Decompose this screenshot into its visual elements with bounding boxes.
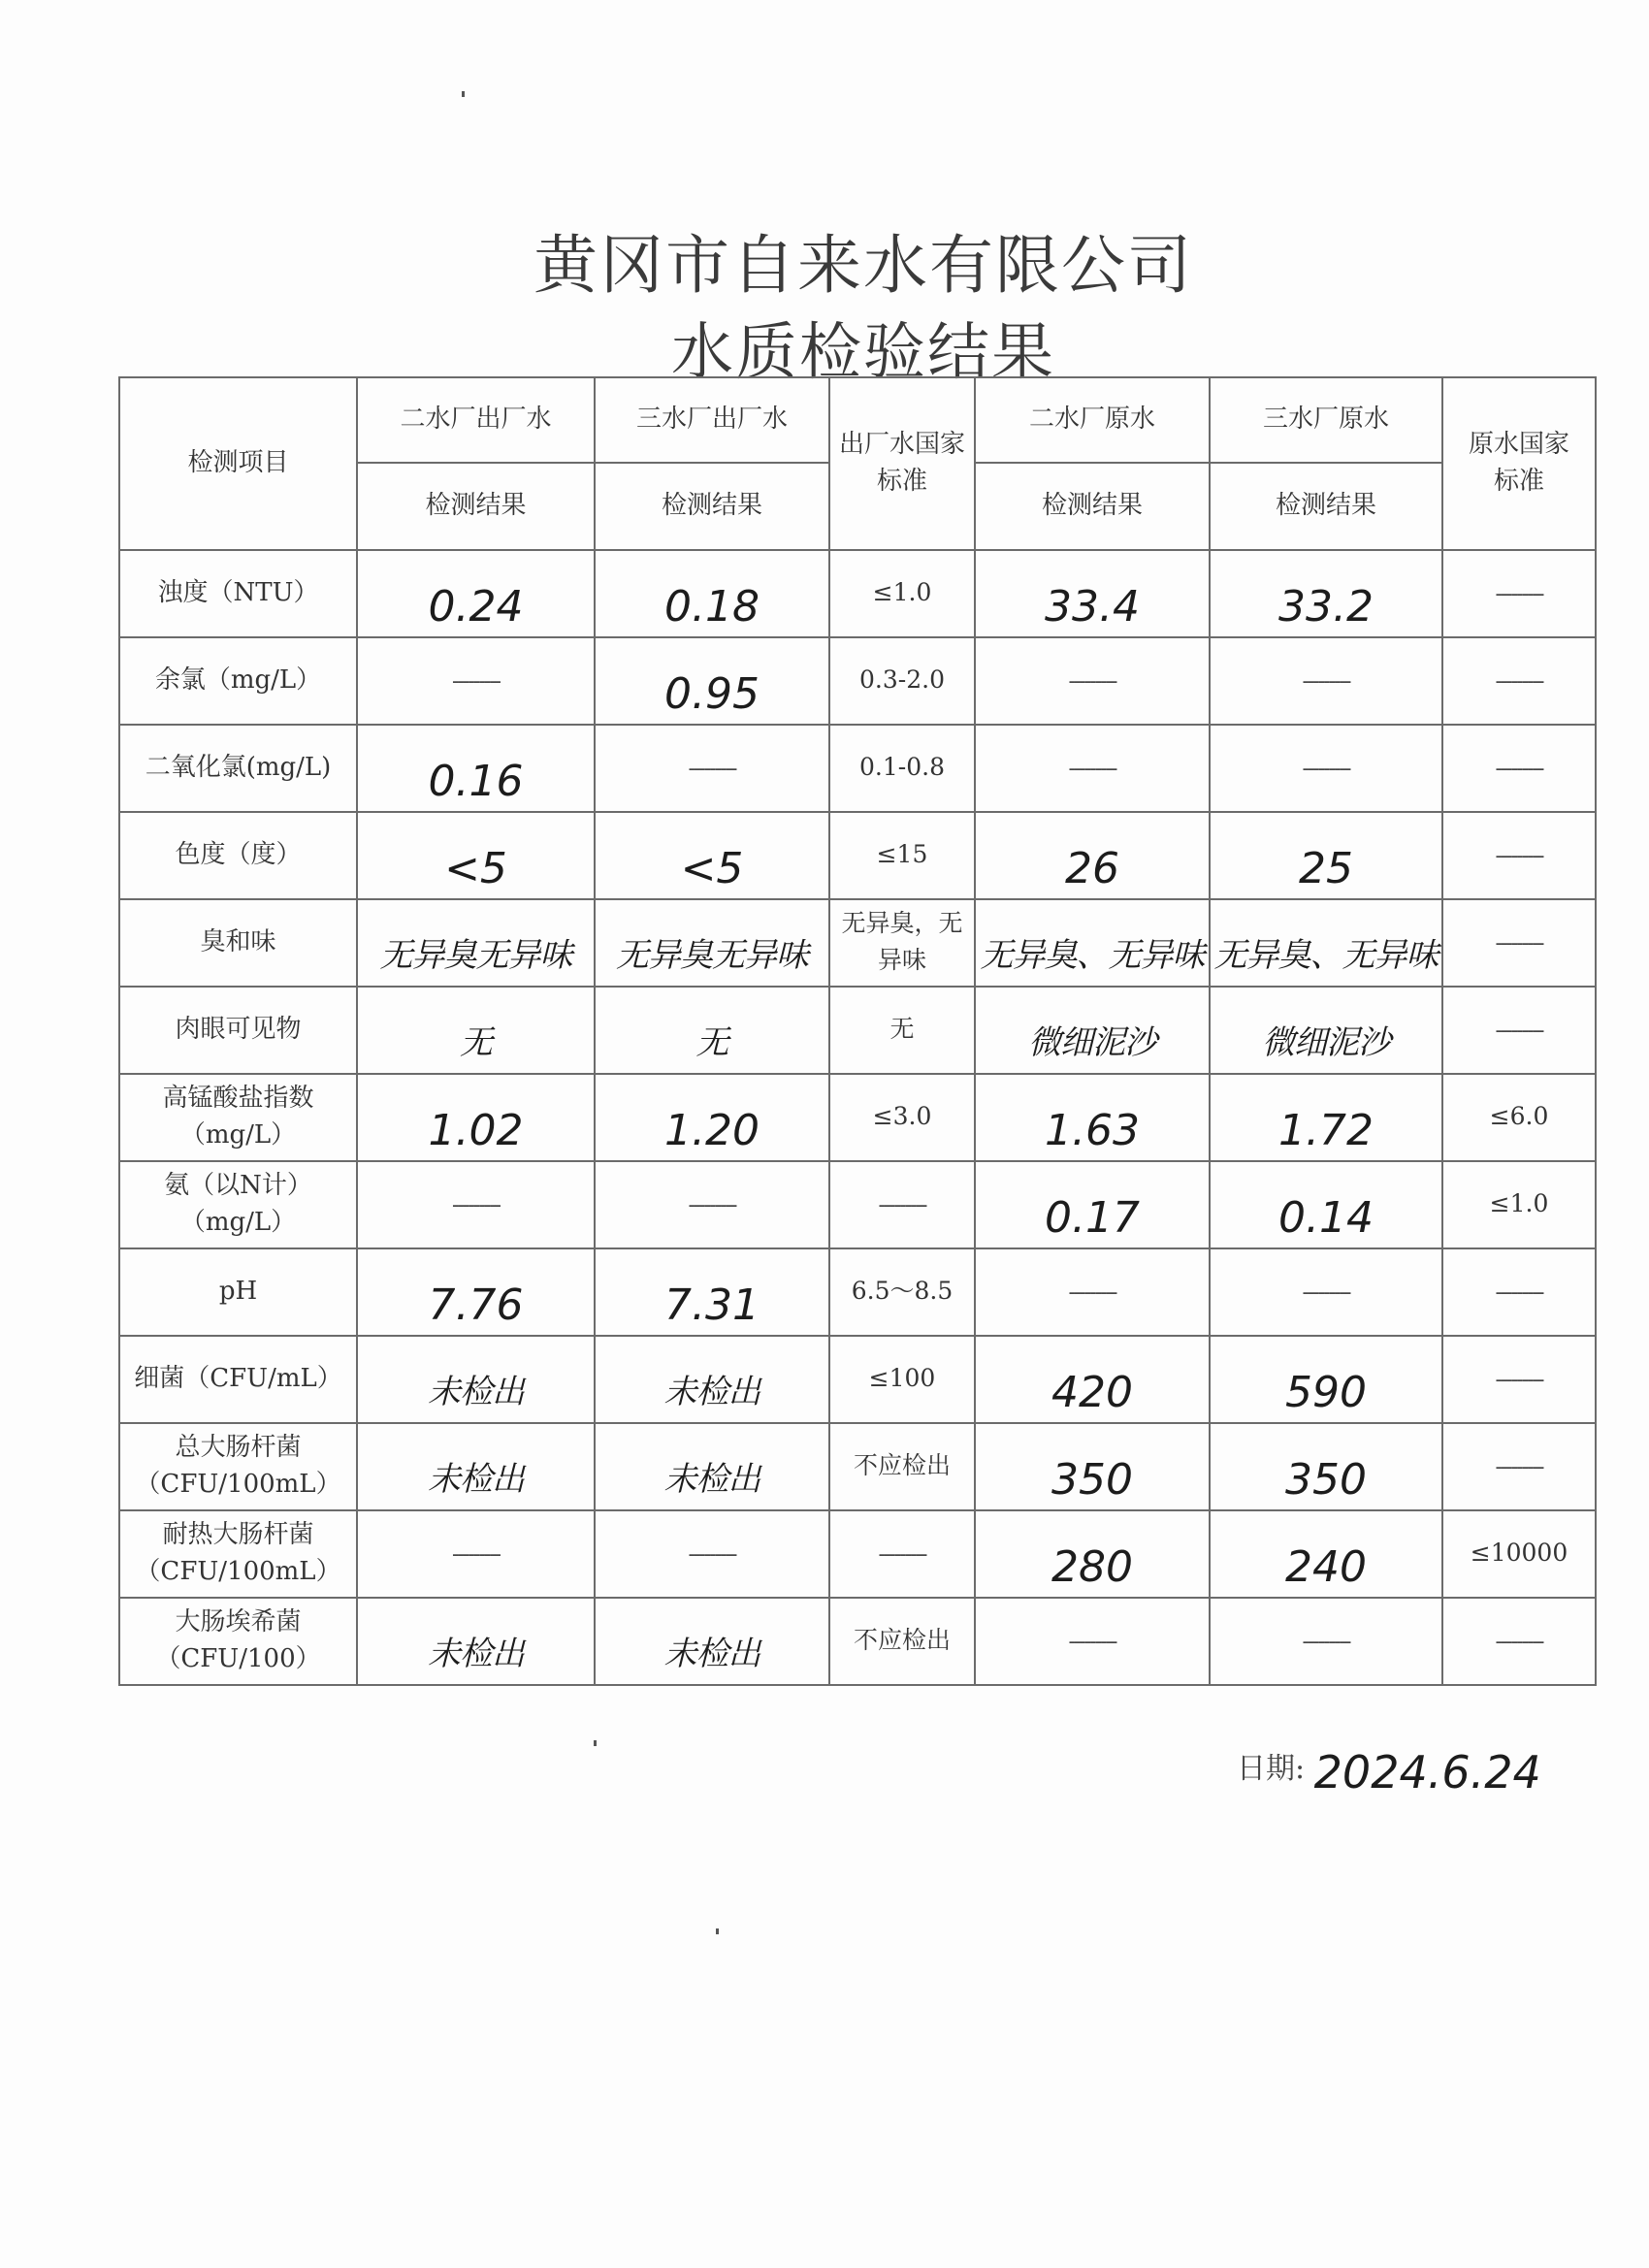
standard-value: 不应检出 <box>853 1451 951 1480</box>
table-row <box>119 1074 1596 1161</box>
header-row-1 <box>119 377 1596 463</box>
handwritten-value: 未检出 <box>663 1460 760 1500</box>
item-cell: 氨（以N计）（mg/L） <box>119 1161 357 1248</box>
plant3-raw-cell <box>1210 812 1442 899</box>
col-out-std-header: 出厂水国家标准 <box>829 377 975 550</box>
plant2-out-cell <box>357 1074 595 1161</box>
standard-value: ≤1.0 <box>1489 1189 1549 1218</box>
handwritten-value: 无异臭无异味 <box>379 936 572 976</box>
plant2-out-cell <box>357 899 595 987</box>
standard-value: ≤10000 <box>1470 1539 1568 1568</box>
scan-speck <box>594 1740 597 1746</box>
empty-value: --------- <box>1068 757 1116 782</box>
handwritten-value: 1.20 <box>664 1106 760 1156</box>
plant2-out-cell <box>357 987 595 1074</box>
item-cell: 总大肠杆菌（CFU/100mL） <box>119 1423 357 1510</box>
plant3-raw-cell <box>1210 1510 1442 1598</box>
table-row <box>119 1336 1596 1423</box>
date-line <box>1237 1736 1541 1798</box>
table-row <box>119 1598 1596 1685</box>
empty-value: --------- <box>1302 1280 1350 1306</box>
raw-std-cell <box>1442 1336 1596 1423</box>
handwritten-value: 未检出 <box>663 1635 760 1674</box>
plant2-out-cell <box>357 725 595 812</box>
out-std-cell <box>829 1161 975 1248</box>
raw-std-cell <box>1442 637 1596 725</box>
handwritten-value: 0.14 <box>1278 1193 1374 1244</box>
raw-std-cell <box>1442 1510 1596 1598</box>
empty-value: --------- <box>1068 1280 1116 1306</box>
empty-value: --------- <box>452 1542 500 1568</box>
item-cell: 大肠埃希菌（CFU/100） <box>119 1598 357 1685</box>
table-body <box>119 550 1596 1685</box>
col-plant2-raw-header: 二水厂原水 <box>975 377 1210 463</box>
plant2-out-cell <box>357 1336 595 1423</box>
out-std-cell <box>829 1510 975 1598</box>
empty-value: --------- <box>1302 1630 1350 1655</box>
plant2-raw-cell <box>975 1161 1210 1248</box>
empty-value: --------- <box>1495 931 1543 956</box>
table-row <box>119 1510 1596 1598</box>
handwritten-value: 无异臭、无异味 <box>980 936 1205 976</box>
handwritten-value: 1.72 <box>1278 1106 1374 1156</box>
item-cell: 二氧化氯(mg/L) <box>119 725 357 812</box>
plant2-raw-cell <box>975 1423 1210 1510</box>
handwritten-value: 0.24 <box>428 582 524 632</box>
handwritten-value: 590 <box>1285 1368 1367 1418</box>
out-std-cell <box>829 1598 975 1685</box>
handwritten-value: 未检出 <box>428 1460 524 1500</box>
standard-value: ≤1.0 <box>872 578 932 607</box>
standard-value: 无异臭，无异味 <box>841 909 963 974</box>
handwritten-value: 无 <box>460 1023 492 1063</box>
empty-value: --------- <box>1495 582 1543 607</box>
item-cell: 细菌（CFU/mL） <box>119 1336 357 1423</box>
empty-value: --------- <box>878 1542 926 1568</box>
plant2-out-cell <box>357 1248 595 1336</box>
raw-std-cell <box>1442 1074 1596 1161</box>
item-cell: 色度（度） <box>119 812 357 899</box>
out-std-cell <box>829 987 975 1074</box>
plant2-raw-cell <box>975 987 1210 1074</box>
table-row <box>119 550 1596 637</box>
empty-value: --------- <box>1495 1455 1543 1480</box>
item-cell: pH <box>119 1248 357 1336</box>
raw-std-cell <box>1442 899 1596 987</box>
plant2-out-cell <box>357 550 595 637</box>
handwritten-value: 无 <box>695 1023 728 1063</box>
plant2-out-cell <box>357 1510 595 1598</box>
table-row <box>119 1161 1596 1248</box>
plant2-out-cell <box>357 1598 595 1685</box>
handwritten-value: 0.17 <box>1045 1193 1140 1244</box>
out-std-cell <box>829 1423 975 1510</box>
plant2-out-cell <box>357 637 595 725</box>
date-label: 日期: <box>1237 1752 1306 1786</box>
empty-value: --------- <box>688 1193 736 1218</box>
col-plant3-raw-header: 三水厂原水 <box>1210 377 1442 463</box>
plant2-raw-cell <box>975 1074 1210 1161</box>
standard-value: ≤15 <box>876 840 928 869</box>
plant3-raw-cell <box>1210 1336 1442 1423</box>
plant3-raw-cell <box>1210 987 1442 1074</box>
plant3-out-cell <box>595 1423 829 1510</box>
plant3-out-cell <box>595 1336 829 1423</box>
empty-value: --------- <box>1068 1630 1116 1655</box>
plant2-raw-cell <box>975 1598 1210 1685</box>
table-row <box>119 637 1596 725</box>
empty-value: --------- <box>452 1193 500 1218</box>
raw-std-cell <box>1442 987 1596 1074</box>
out-std-cell <box>829 1336 975 1423</box>
handwritten-value: 25 <box>1299 844 1353 894</box>
table-row <box>119 725 1596 812</box>
handwritten-value: 1.63 <box>1045 1106 1140 1156</box>
table-row <box>119 812 1596 899</box>
plant3-raw-cell <box>1210 1248 1442 1336</box>
plant3-out-cell <box>595 987 829 1074</box>
empty-value: --------- <box>1495 1019 1543 1044</box>
raw-std-cell <box>1442 550 1596 637</box>
standard-value: 0.3-2.0 <box>859 665 945 695</box>
handwritten-value: 420 <box>1051 1368 1133 1418</box>
standard-value: 0.1-0.8 <box>859 753 945 782</box>
item-cell: 肉眼可见物 <box>119 987 357 1074</box>
standard-value: ≤3.0 <box>872 1102 932 1131</box>
handwritten-value: 240 <box>1285 1542 1367 1593</box>
raw-std-cell <box>1442 1248 1596 1336</box>
table-row <box>119 1423 1596 1510</box>
empty-value: --------- <box>1068 669 1116 695</box>
plant2-raw-cell <box>975 1248 1210 1336</box>
handwritten-value: 7.31 <box>664 1280 760 1331</box>
handwritten-value: 350 <box>1285 1455 1367 1506</box>
handwritten-value: 7.76 <box>428 1280 524 1331</box>
plant2-raw-cell <box>975 812 1210 899</box>
scan-speck <box>716 1928 719 1934</box>
plant3-out-cell <box>595 725 829 812</box>
handwritten-value: 无异臭无异味 <box>616 936 808 976</box>
plant2-raw-cell <box>975 899 1210 987</box>
out-std-cell <box>829 725 975 812</box>
handwritten-value: 0.16 <box>428 757 524 807</box>
handwritten-value: <5 <box>444 844 507 894</box>
handwritten-value: 微细泥沙 <box>1262 1023 1390 1063</box>
col-plant2-out-header: 二水厂出厂水 <box>357 377 595 463</box>
plant3-raw-cell <box>1210 550 1442 637</box>
handwritten-value: 未检出 <box>428 1373 524 1412</box>
item-cell: 浊度（NTU） <box>119 550 357 637</box>
report-title: 水质检验结果 <box>671 317 1055 389</box>
col-item-header: 检测项目 <box>119 377 357 550</box>
handwritten-value: 0.18 <box>664 582 760 632</box>
empty-value: --------- <box>1495 1368 1543 1393</box>
item-cell: 高锰酸盐指数（mg/L） <box>119 1074 357 1161</box>
handwritten-value: 0.95 <box>664 669 760 720</box>
empty-value: --------- <box>878 1193 926 1218</box>
standard-value: 无 <box>889 1015 915 1044</box>
result-subheader: 检测结果 <box>975 463 1210 550</box>
out-std-cell <box>829 899 975 987</box>
handwritten-value: 未检出 <box>428 1635 524 1674</box>
handwritten-value: 微细泥沙 <box>1028 1023 1156 1063</box>
plant3-out-cell <box>595 812 829 899</box>
plant2-raw-cell <box>975 1336 1210 1423</box>
results-table <box>118 376 1597 1686</box>
plant3-raw-cell <box>1210 1161 1442 1248</box>
plant3-raw-cell <box>1210 899 1442 987</box>
handwritten-value: 280 <box>1051 1542 1133 1593</box>
plant3-raw-cell <box>1210 725 1442 812</box>
plant2-raw-cell <box>975 725 1210 812</box>
handwritten-value: 26 <box>1065 844 1119 894</box>
plant3-out-cell <box>595 899 829 987</box>
table-row <box>119 899 1596 987</box>
result-subheader: 检测结果 <box>1210 463 1442 550</box>
result-subheader: 检测结果 <box>357 463 595 550</box>
scan-speck <box>462 91 465 97</box>
plant3-out-cell <box>595 1598 829 1685</box>
item-cell: 余氯（mg/L） <box>119 637 357 725</box>
empty-value: --------- <box>1495 844 1543 869</box>
item-cell: 耐热大肠杆菌（CFU/100mL） <box>119 1510 357 1598</box>
company-title: 黄冈市自来水有限公司 <box>534 228 1193 303</box>
raw-std-cell <box>1442 1598 1596 1685</box>
col-plant3-out-header: 三水厂出厂水 <box>595 377 829 463</box>
empty-value: --------- <box>688 757 736 782</box>
empty-value: --------- <box>1302 669 1350 695</box>
empty-value: --------- <box>1495 1280 1543 1306</box>
out-std-cell <box>829 550 975 637</box>
raw-std-cell <box>1442 725 1596 812</box>
plant3-out-cell <box>595 1248 829 1336</box>
handwritten-value: 33.2 <box>1278 582 1374 632</box>
out-std-cell <box>829 637 975 725</box>
result-subheader: 检测结果 <box>595 463 829 550</box>
date-value: 2024.6.24 <box>1313 1746 1541 1798</box>
empty-value: --------- <box>452 669 500 695</box>
plant3-raw-cell <box>1210 637 1442 725</box>
out-std-cell <box>829 1074 975 1161</box>
standard-value: ≤6.0 <box>1489 1102 1549 1131</box>
plant2-out-cell <box>357 1161 595 1248</box>
raw-std-cell <box>1442 1423 1596 1510</box>
plant3-out-cell <box>595 550 829 637</box>
handwritten-value: 350 <box>1051 1455 1133 1506</box>
table-row <box>119 1248 1596 1336</box>
empty-value: --------- <box>1495 757 1543 782</box>
col-raw-std-header: 原水国家标准 <box>1442 377 1596 550</box>
plant3-out-cell <box>595 1510 829 1598</box>
table-row <box>119 987 1596 1074</box>
plant3-raw-cell <box>1210 1074 1442 1161</box>
plant2-out-cell <box>357 812 595 899</box>
standard-value: ≤100 <box>868 1364 936 1393</box>
empty-value: --------- <box>1495 669 1543 695</box>
plant3-raw-cell <box>1210 1598 1442 1685</box>
handwritten-value: 1.02 <box>428 1106 524 1156</box>
plant3-out-cell <box>595 1074 829 1161</box>
plant2-raw-cell <box>975 550 1210 637</box>
item-cell: 臭和味 <box>119 899 357 987</box>
empty-value: --------- <box>1495 1630 1543 1655</box>
empty-value: --------- <box>1302 757 1350 782</box>
handwritten-value: <5 <box>680 844 744 894</box>
plant2-raw-cell <box>975 637 1210 725</box>
handwritten-value: 33.4 <box>1045 582 1140 632</box>
plant2-raw-cell <box>975 1510 1210 1598</box>
handwritten-value: 未检出 <box>663 1373 760 1412</box>
out-std-cell <box>829 1248 975 1336</box>
handwritten-value: 无异臭、无异味 <box>1213 936 1439 976</box>
out-std-cell <box>829 812 975 899</box>
plant2-out-cell <box>357 1423 595 1510</box>
empty-value: --------- <box>688 1542 736 1568</box>
raw-std-cell <box>1442 1161 1596 1248</box>
standard-value: 不应检出 <box>853 1626 951 1655</box>
plant3-out-cell <box>595 1161 829 1248</box>
plant3-out-cell <box>595 637 829 725</box>
standard-value: 6.5～8.5 <box>851 1277 954 1306</box>
raw-std-cell <box>1442 812 1596 899</box>
plant3-raw-cell <box>1210 1423 1442 1510</box>
